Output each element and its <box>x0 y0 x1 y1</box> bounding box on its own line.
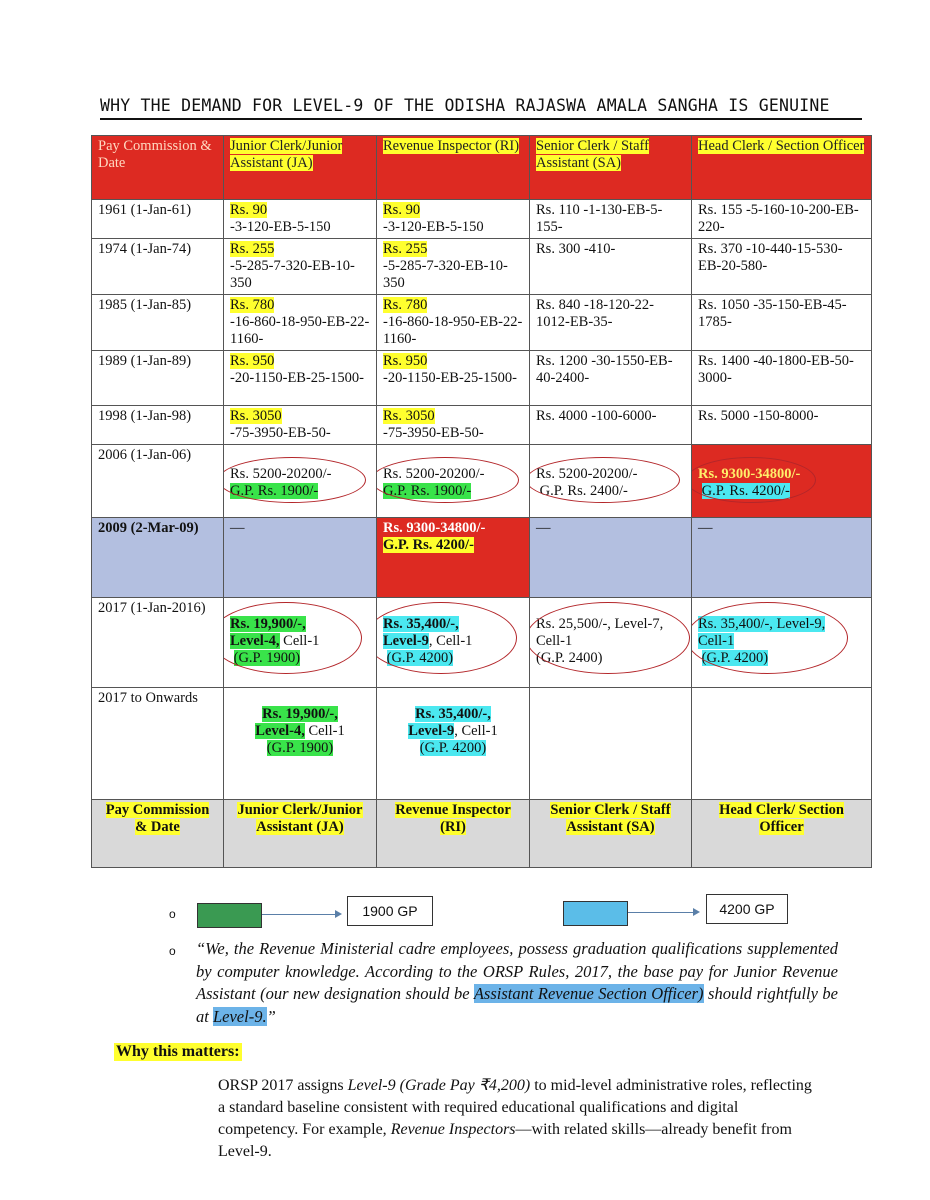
sa-cell <box>530 445 692 518</box>
ja-cell <box>224 688 377 800</box>
para-italic-1: Level-9 (Grade Pay ₹4,200) <box>347 1077 531 1094</box>
ja-cell <box>224 445 377 518</box>
footer-date-cell <box>92 800 224 868</box>
table-row <box>92 295 872 351</box>
ja-cell <box>224 598 377 688</box>
header-sa-cell <box>530 136 692 200</box>
hc-gp: G.P. Rs. 4200/- <box>701 483 790 499</box>
table-row <box>92 351 872 406</box>
table-row-2009 <box>92 518 872 598</box>
ri-gp: G.P. Rs. 4200/- <box>383 537 474 553</box>
hc-cell: Rs. 155 -5-160-10-200-EB-220- <box>692 200 872 239</box>
legend-bullet: o <box>169 907 176 921</box>
date-cell: 1961 (1-Jan-61) <box>92 200 224 239</box>
ri-gp: (G.P. 4200) <box>386 650 454 666</box>
ri-cell <box>377 598 530 688</box>
header-sa-label: Senior Clerk / Staff Assistant (SA) <box>536 138 649 171</box>
ri-cell <box>377 295 530 351</box>
ri-base: Rs. 780 <box>383 297 428 313</box>
ri-cell-text: , Cell-1 <box>454 723 498 739</box>
hc-cell: Rs. 5000 -150-8000- <box>692 406 872 445</box>
sa-cell: Rs. 1200 -30-1550-EB-40-2400- <box>530 351 692 406</box>
ri-rest: -5-285-7-320-EB-10-350 <box>383 258 508 291</box>
ri-cell <box>377 200 530 239</box>
header-date-cell <box>92 136 224 200</box>
ri-pay: Rs. 9300-34800/- <box>383 520 486 536</box>
ri-cell <box>377 351 530 406</box>
hc-gp: (G.P. 4200) <box>701 650 769 666</box>
ri-base: Rs. 950 <box>383 353 428 369</box>
ri-gp: (G.P. 4200) <box>419 740 487 756</box>
sa-gp: G.P. Rs. 2400/- <box>539 483 628 499</box>
table-row-onwards <box>92 688 872 800</box>
ja-cell <box>224 406 377 445</box>
ja-rest: -20-1150-EB-25-1500- <box>230 370 364 386</box>
date-cell: 1985 (1-Jan-85) <box>92 295 224 351</box>
date-cell: 2017 (1-Jan-2016) <box>92 598 224 688</box>
sa-cell: Rs. 4000 -100-6000- <box>530 406 692 445</box>
ri-pay: Rs. 35,400/-, <box>383 616 459 632</box>
ja-level: Level-4, <box>230 633 280 649</box>
hc-cell <box>692 445 872 518</box>
ja-rest: -3-120-EB-5-150 <box>230 219 331 235</box>
footer-sa-cell <box>530 800 692 868</box>
ja-base: Rs. 780 <box>230 297 275 313</box>
ja-base: Rs. 90 <box>230 202 268 218</box>
table-row-2017 <box>92 598 872 688</box>
ri-cell <box>377 239 530 295</box>
ri-base: Rs. 255 <box>383 241 428 257</box>
header-ja-label: Junior Clerk/Junior Assistant (JA) <box>230 138 343 171</box>
pay-scale-table <box>91 135 872 868</box>
ja-level: Level-4, <box>255 723 305 739</box>
para-italic-2: Revenue Inspectors <box>390 1121 516 1138</box>
ja-rest: -75-3950-EB-50- <box>230 425 331 441</box>
ri-pay: Rs. 35,400/-, <box>415 706 491 722</box>
ja-cell <box>224 239 377 295</box>
quote-text-1: “We, the Revenue Ministerial cadre employees, possess graduation qualifications supplemented by computer knowledge. According to the ORSP Rules, 2017, the base pay for Junior Revenue Assistant (our new designation should be <box>196 939 838 1003</box>
ja-rest: -16-860-18-950-EB-22-1160- <box>230 314 370 347</box>
ri-cell <box>377 688 530 800</box>
ri-pay: Rs. 5200-20200/- <box>383 466 485 482</box>
footer-hc-cell <box>692 800 872 868</box>
table-row <box>92 239 872 295</box>
why-heading: Why this matters: <box>116 1043 240 1060</box>
ri-rest: -20-1150-EB-25-1500- <box>383 370 517 386</box>
quote-text-2: should rightfully be at <box>196 984 839 1026</box>
sa-cell <box>530 688 692 800</box>
ja-gp: G.P. Rs. 1900/- <box>230 483 319 499</box>
header-ri-cell <box>377 136 530 200</box>
quote-text-3: ” <box>266 1006 276 1026</box>
footer-hc-label: Head Clerk/ Section Officer <box>719 802 844 835</box>
table-row <box>92 406 872 445</box>
header-hc-cell <box>692 136 872 200</box>
ja-cell <box>224 351 377 406</box>
para-text-2: to mid-level administrative roles, reflecting a standard baseline consistent with required educational qualifications and digital competency. For example, <box>218 1077 812 1138</box>
sa-cell: Rs. 110 -1-130-EB-5-155- <box>530 200 692 239</box>
date-cell: 1989 (1-Jan-89) <box>92 351 224 406</box>
ri-cell <box>377 518 530 598</box>
ja-cell-text: Cell-1 <box>304 723 345 739</box>
sa-pay: Rs. 25,500/-, Level-7, <box>536 616 664 632</box>
table-row-2006 <box>92 445 872 518</box>
footer-ja-cell <box>224 800 377 868</box>
hc-cell <box>692 598 872 688</box>
header-date-label: Pay Commission & Date <box>98 138 212 171</box>
sa-gp: (G.P. 2400) <box>536 650 603 666</box>
footer-ri-label: Revenue Inspector (RI) <box>395 802 511 835</box>
hc-cell: Rs. 1400 -40-1800-EB-50-3000- <box>692 351 872 406</box>
sa-pay: Rs. 5200-20200/- <box>536 466 638 482</box>
explanation-paragraph <box>218 1075 818 1163</box>
ja-pay: Rs. 19,900/-, <box>230 616 306 632</box>
sa-cell: Rs. 840 -18-120-22-1012-EB-35- <box>530 295 692 351</box>
ja-base: Rs. 255 <box>230 241 275 257</box>
ri-level: Level-9 <box>383 633 429 649</box>
quote-highlight-2: Level-9. <box>212 1006 267 1026</box>
ri-rest: -16-860-18-950-EB-22-1160- <box>383 314 523 347</box>
date-cell: 2017 to Onwards <box>92 688 224 800</box>
legend-1900-box: 1900 GP <box>347 896 433 926</box>
ri-level: Level-9 <box>408 723 455 739</box>
date-cell: 2006 (1-Jan-06) <box>92 445 224 518</box>
quote-bullet: o <box>169 944 176 958</box>
header-hc-label: Head Clerk / Section Officer <box>698 138 865 154</box>
ja-cell <box>224 200 377 239</box>
table-row <box>92 200 872 239</box>
sa-cell: Rs. 300 -410- <box>530 239 692 295</box>
date-cell: 1974 (1-Jan-74) <box>92 239 224 295</box>
hc-cell: — <box>692 518 872 598</box>
para-text-1: ORSP 2017 assigns <box>218 1077 348 1094</box>
ri-cell <box>377 406 530 445</box>
footer-sa-label: Senior Clerk / Staff Assistant (SA) <box>550 802 671 835</box>
ja-cell: — <box>224 518 377 598</box>
legend-4200-box: 4200 GP <box>706 894 788 924</box>
sa-cell: — <box>530 518 692 598</box>
footer-date-label: Pay Commission & Date <box>105 802 210 835</box>
hc-cell-text: Cell-1 <box>698 633 735 649</box>
ri-cell-text: , Cell-1 <box>428 633 473 649</box>
hc-cell <box>692 688 872 800</box>
ri-rest: -75-3950-EB-50- <box>383 425 484 441</box>
header-ri-label: Revenue Inspector (RI) <box>383 138 520 154</box>
ja-gp: (G.P. 1900) <box>266 740 334 756</box>
date-cell: 1998 (1-Jan-98) <box>92 406 224 445</box>
ja-rest: -5-285-7-320-EB-10-350 <box>230 258 355 291</box>
table-footer-row <box>92 800 872 868</box>
ri-base: Rs. 3050 <box>383 408 435 424</box>
sa-cell-text: Cell-1 <box>536 633 573 649</box>
ri-cell <box>377 445 530 518</box>
hc-cell: Rs. 370 -10-440-15-530-EB-20-580- <box>692 239 872 295</box>
document-title: WHY THE DEMAND FOR LEVEL-9 OF THE ODISHA RAJASWA AMALA SANGHA IS GENUINE <box>100 96 862 120</box>
ja-pay: Rs. 19,900/-, <box>262 706 338 722</box>
footer-ri-cell <box>377 800 530 868</box>
table-header-row <box>92 136 872 200</box>
ri-gp: G.P. Rs. 1900/- <box>383 483 472 499</box>
hc-cell: Rs. 1050 -35-150-EB-45-1785- <box>692 295 872 351</box>
ja-pay: Rs. 5200-20200/- <box>230 466 332 482</box>
ja-cell-text: Cell-1 <box>279 633 320 649</box>
ja-cell <box>224 295 377 351</box>
arrow-icon <box>628 912 698 913</box>
ri-base: Rs. 90 <box>383 202 421 218</box>
ja-base: Rs. 950 <box>230 353 275 369</box>
ja-gp: (G.P. 1900) <box>233 650 301 666</box>
header-ja-cell <box>224 136 377 200</box>
hc-pay: Rs. 9300-34800/- <box>698 466 801 482</box>
quote-paragraph <box>196 938 838 1028</box>
date-cell: 2009 (2-Mar-09) <box>92 518 224 598</box>
para-text-3: —with related skills—already benefit from Level-9. <box>218 1121 792 1160</box>
quote-highlight-1: Assistant Revenue Section Officer) <box>473 984 704 1003</box>
arrow-icon <box>262 914 340 915</box>
blue-swatch <box>563 901 628 926</box>
sa-cell <box>530 598 692 688</box>
green-swatch <box>197 903 262 928</box>
ri-rest: -3-120-EB-5-150 <box>383 219 484 235</box>
hc-pay: Rs. 35,400/-, Level-9, <box>698 616 826 632</box>
ja-base: Rs. 3050 <box>230 408 282 424</box>
footer-ja-label: Junior Clerk/Junior Assistant (JA) <box>237 802 363 835</box>
